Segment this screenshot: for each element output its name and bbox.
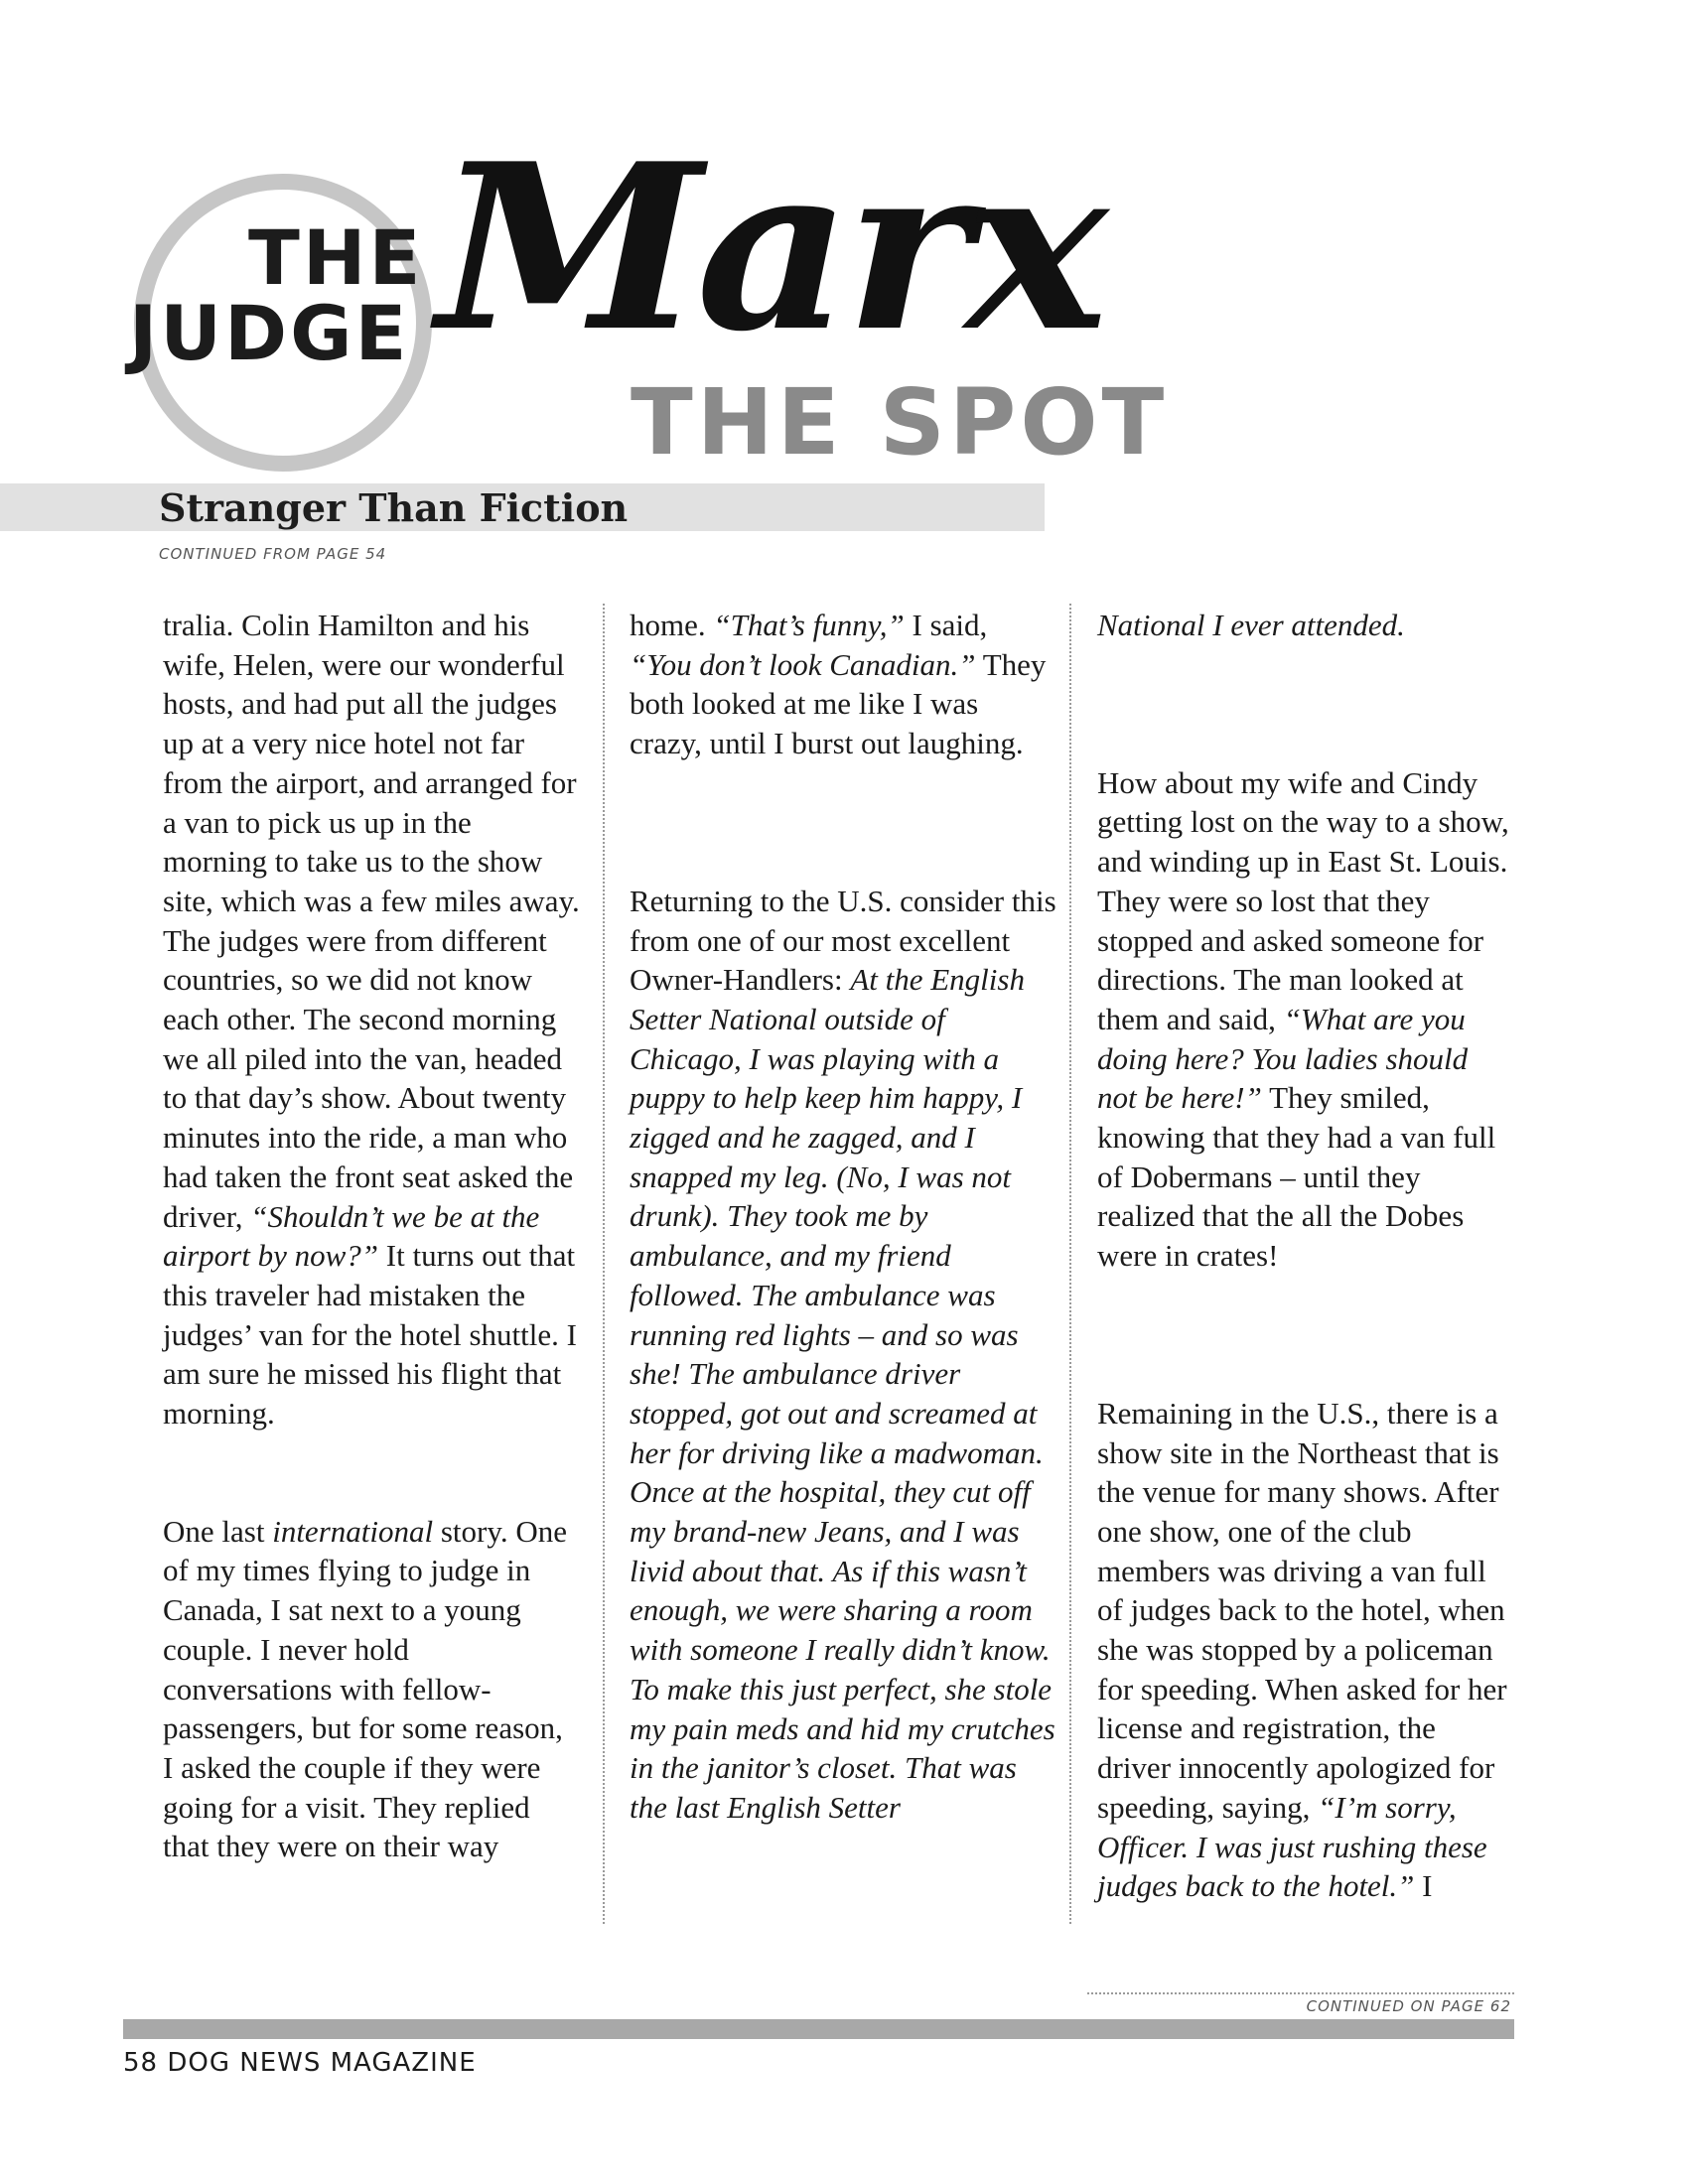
quote: National I ever attended. bbox=[1097, 608, 1405, 642]
text-run: It turns out that this traveler had mistaken the judges’ van for the hotel shuttle. I am sure he missed his flight that morning. bbox=[163, 1238, 577, 1432]
masthead-the-spot: THE SPOT bbox=[631, 369, 1169, 476]
masthead-judge: JUDGE bbox=[129, 289, 410, 377]
column-divider-2 bbox=[1069, 604, 1071, 1924]
paragraph-gap bbox=[1097, 645, 1514, 763]
paragraph bbox=[1097, 763, 1514, 1276]
quote: “You don’t look Canadian.” bbox=[630, 646, 976, 682]
quote: At the English Setter National outside of Chicago, I was playing with a puppy to help keep him happy, I zigged and he zagged, and I snapped my leg. (No, I was not drunk). They took me by ambulance, and my friend followed. The ambulance was running red lights – and so was she! The ambulance driver stopped, got out and screamed at her for driving like a madwoman. Once at the hospital, they cut off my brand-new Jeans, and I was livid about that. As if this wasn’t enough, we were sharing a room with someone I really didn’t know. To make this just perfect, she stole my pain meds and hid my crutches in the janitor’s closet. That was the last English Setter bbox=[630, 962, 1055, 1825]
quote: “What are you doing here? You ladies should not be here!” bbox=[1097, 1001, 1469, 1116]
text-run: They smiled, knowing that they had a van full of Dobermans – until they realized that the all the Dobes were in crates! bbox=[1097, 1080, 1496, 1274]
paragraph bbox=[630, 606, 1056, 763]
column-divider-1 bbox=[603, 604, 605, 1924]
paragraph bbox=[1097, 1394, 1514, 1906]
paragraph-gap bbox=[630, 763, 1056, 882]
text-run: How about my wife and Cindy getting lost on the way to a show, and winding up in East St. Louis. They were so lost that they stopped and asked someone for directions. The man looked at them and said, bbox=[1097, 764, 1509, 1036]
continued-on: CONTINUED ON PAGE 62 bbox=[1306, 1997, 1511, 2015]
column-2 bbox=[630, 606, 1056, 1828]
text-run: One last bbox=[163, 1513, 273, 1549]
emphasis: international bbox=[272, 1513, 434, 1549]
paragraph bbox=[630, 882, 1056, 1828]
paragraph bbox=[163, 606, 580, 1433]
masthead-the: THE bbox=[248, 213, 424, 302]
text-run: tralia. Colin Hamilton and his wife, Helen, were our wonderful hosts, and had put all the judges up at a very nice hotel not far from the airport, and arranged for a van to pick us up in the morning to take us to the show site, which was a few miles away. The judges were from different countries, so we did not know each other. The second morning we all piled into the van, headed to that day’s show. About twenty minutes into the ride, a man who had taken the front seat asked the driver, bbox=[163, 608, 580, 1234]
page-folio: 58 DOG NEWS MAGAZINE bbox=[123, 2048, 477, 2078]
quote: “I’m sorry, Officer. I was just rushing these judges back to the hotel.” bbox=[1097, 1789, 1487, 1904]
paragraph bbox=[163, 1512, 580, 1866]
text-run: Returning to the U.S. consider this from one of our most excellent Owner-Handlers: bbox=[630, 883, 1056, 998]
article-title: Stranger Than Fiction bbox=[159, 485, 629, 530]
text-run: Remaining in the U.S., there is a show site in the Northeast that is the venue for many shows. After one show, one of the club members was driving a van full of judges back to the hotel, when she was stopped by a policeman for speeding. When asked for her license and registration, the driver innocently apologized for speeding, saying, bbox=[1097, 1395, 1507, 1825]
masthead bbox=[0, 0, 1688, 477]
paragraph bbox=[1097, 606, 1514, 645]
quote: “That’s funny,” bbox=[713, 608, 905, 642]
paragraph-gap bbox=[163, 1433, 580, 1512]
text-run: I said, bbox=[904, 608, 988, 642]
quote: “Shouldn’t we be at the airport by now?” bbox=[163, 1198, 540, 1274]
text-run: I bbox=[1414, 1868, 1433, 1904]
column-3 bbox=[1097, 606, 1514, 1906]
text-run: home. bbox=[630, 608, 714, 642]
footer-dotted-rule bbox=[1087, 1992, 1514, 1994]
masthead-marx: Marx bbox=[437, 114, 1102, 382]
text-run: They both looked at me like I was crazy, until I burst out laughing. bbox=[630, 646, 1047, 761]
paragraph-gap bbox=[1097, 1276, 1514, 1394]
text-run: story. One of my times flying to judge in Canada, I sat next to a young couple. I never hold conversations with fellow-passengers, but for some reason, I asked the couple if they were going for a visit. They replied that they were on their way bbox=[163, 1513, 567, 1864]
continued-from: CONTINUED FROM PAGE 54 bbox=[159, 545, 387, 563]
footer-bar bbox=[123, 2019, 1514, 2039]
column-1 bbox=[163, 606, 580, 1866]
